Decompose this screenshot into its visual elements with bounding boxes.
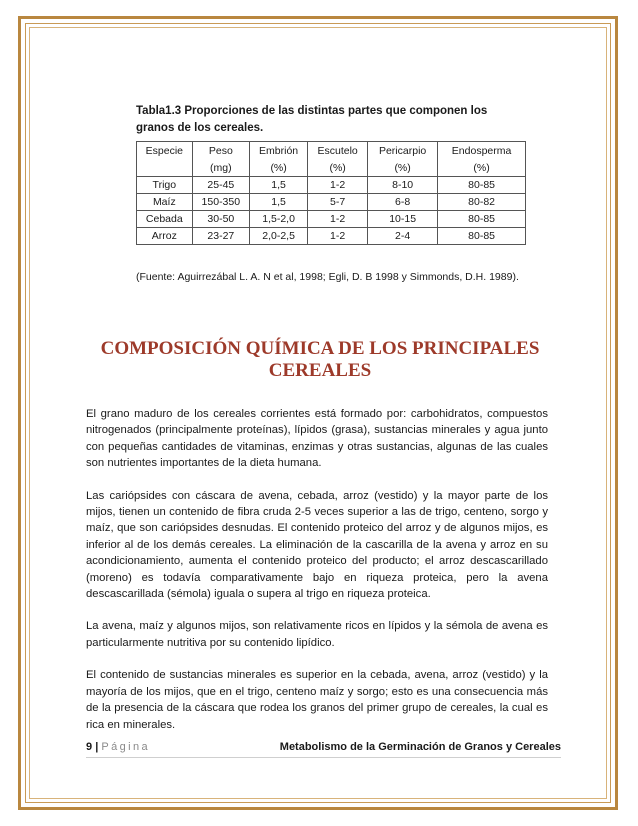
table-cell: Trigo — [137, 177, 193, 194]
table-cell: 80-85 — [438, 211, 526, 228]
grain-proportions-table — [136, 141, 526, 245]
paragraph: El contenido de sustancias minerales es superior en la cebada, avena, arroz (vestido) y la mayoría de los mijos, que en el trigo, centeno maíz y sorgo; esto es una consecuencia más de la presencia de la cáscara que rodea los granos del primer grupo de cereales, la cual es rica en minerales. — [86, 669, 548, 731]
table-cell: 1,5 — [250, 177, 308, 194]
table-cell: 23-27 — [192, 228, 249, 245]
header-cell: Endosperma — [438, 142, 526, 160]
document-title: Metabolismo de la Germinación de Granos y Cereales — [279, 741, 561, 753]
units-cell: (%) — [308, 159, 368, 177]
header-cell: Peso — [192, 142, 249, 160]
table-cell: 150-350 — [192, 194, 249, 211]
table-cell: 1-2 — [308, 228, 368, 245]
paragraph: El grano maduro de los cereales corrientes está formado por: carbohidratos, compuestos nitrogenados (principalmente proteínas), lípidos (grasa), sustancias minerales y agua junto con pequeñas cantidades de vitaminas, enzimas y otras sustancias, algunas de las cuales son nutrientes importantes de la dieta humana. — [86, 408, 548, 470]
units-cell: (%) — [438, 159, 526, 177]
body-text — [86, 406, 548, 749]
table-cell: 1-2 — [308, 211, 368, 228]
page-number-group — [86, 741, 150, 753]
page-number: 9 — [86, 741, 93, 753]
table-cell: 6-8 — [368, 194, 438, 211]
table-cell: 2,0-2,5 — [250, 228, 308, 245]
units-cell: (%) — [368, 159, 438, 177]
table-cell: 8-10 — [368, 177, 438, 194]
table-caption: Tabla1.3 Proporciones de las distintas partes que componen los granos de los cereales. — [136, 105, 488, 134]
table-cell: 2-4 — [368, 228, 438, 245]
table-row — [137, 177, 526, 194]
footer-separator: | — [95, 741, 99, 753]
page-label: Página — [101, 741, 150, 753]
header-cell: Pericarpio — [368, 142, 438, 160]
table-cell: Arroz — [137, 228, 193, 245]
table-units-row — [137, 159, 526, 177]
header-cell: Embrión — [250, 142, 308, 160]
table-cell: 1-2 — [308, 177, 368, 194]
table-row — [137, 194, 526, 211]
table-cell: 5-7 — [308, 194, 368, 211]
table-cell: 30-50 — [192, 211, 249, 228]
paragraph: Las cariópsides con cáscara de avena, cebada, arroz (vestido) y la mayor parte de los mijos, tienen un contenido de fibra cruda 2-5 veces superior a las de trigo, centeno, sorgo y maíz, que son cariópsides desnudas. El contenido proteico del arroz y de algunos mijos, es inferior al de los demás cereales. La eliminación de la cascarilla de la avena y arroz en su acondicionamiento, aumenta el contenido proteico del producto; el arroz descascarillado (moreno) es todavía comparativamente bajo en riqueza proteica, pero la avena descascarillada (sémola) iguala o supera al trigo en riqueza proteica. — [86, 489, 548, 601]
table-cell: 10-15 — [368, 211, 438, 228]
units-cell: (mg) — [192, 159, 249, 177]
table-cell: Cebada — [137, 211, 193, 228]
table-cell: 80-85 — [438, 228, 526, 245]
section-title: COMPOSICIÓN QUÍMICA DE LOS PRINCIPALES CEREALES — [100, 338, 540, 381]
header-cell: Especie — [137, 142, 193, 160]
table-header-row — [137, 142, 526, 160]
table-cell: 80-85 — [438, 177, 526, 194]
grain-proportions-table-block — [136, 103, 526, 283]
table-cell: Maíz — [137, 194, 193, 211]
units-cell: (%) — [250, 159, 308, 177]
table-cell: 80-82 — [438, 194, 526, 211]
table-cell: 1,5-2,0 — [250, 211, 308, 228]
table-source-citation: (Fuente: Aguirrezábal L. A. N et al, 1998; Egli, D. B 1998 y Simmonds, D.H. 1989). — [136, 271, 519, 283]
table-row — [137, 211, 526, 228]
table-row — [137, 228, 526, 245]
table-cell: 25-45 — [192, 177, 249, 194]
header-cell: Escutelo — [308, 142, 368, 160]
page-footer — [86, 741, 561, 758]
paragraph: La avena, maíz y algunos mijos, son relativamente ricos en lípidos y la sémola de avena es particularmente nutritiva por su contenido lipídico. — [86, 620, 548, 649]
units-cell — [137, 159, 193, 177]
table-cell: 1,5 — [250, 194, 308, 211]
